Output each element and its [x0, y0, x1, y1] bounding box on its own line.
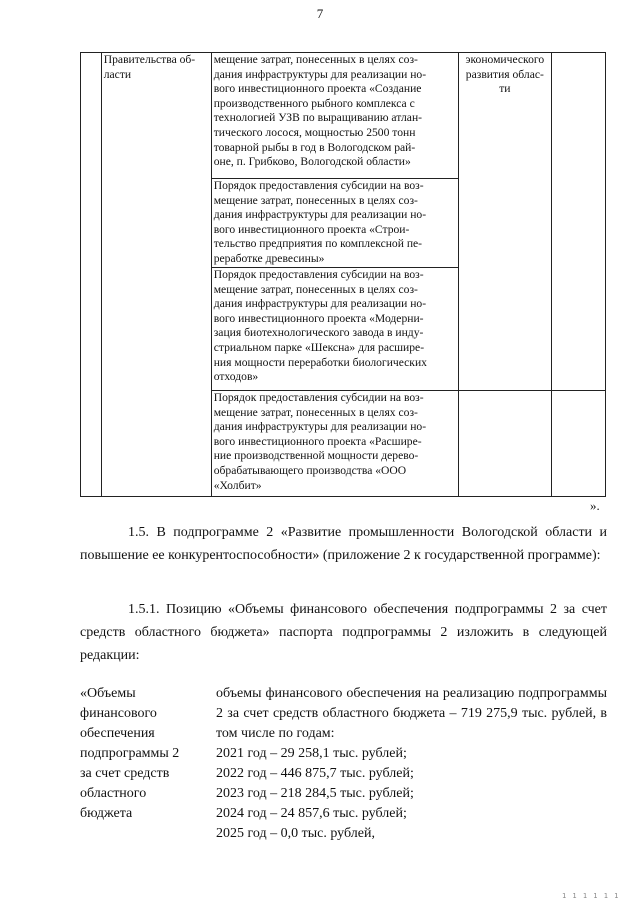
paragraph-1-5-1: 1.5.1. Позицию «Объемы финансового обеспечения подпрограммы 2 за счет средств областного бюджета» паспорта подпрограммы 2 изложить в следующей редакции:	[80, 602, 607, 663]
passport-label: «Объемы финансового обеспечения подпрограммы 2 за счет средств областного бюджета	[80, 686, 180, 821]
passport-value	[216, 684, 607, 844]
paragraph-1-5: 1.5. В подпрограмме 2 «Развитие промышленности Вологодской области и повышение ее конкурентоспособности» (приложение 2 к государственной программе):	[80, 525, 607, 563]
document-cell: мещение затрат, понесенных в целях соз- дания инфраструктуры для реализации но- вого инвестиционного проекта «Создание производственного рыбного комплекса с технологией УЗВ по выращиванию атлан- тического лосося, мощностью 2500 тонн товарной рыбы в год в Вологодском рай- оне, п. Грибково, Вологодской области»	[211, 53, 458, 179]
subsidy-table	[80, 52, 606, 497]
department-cell: экономического развития облас- ти	[458, 53, 551, 391]
empty-cell	[552, 53, 606, 391]
row-number-cell	[81, 53, 102, 497]
table-row	[81, 53, 606, 179]
passport-intro: объемы финансового обеспечения на реализацию подпрограммы 2 за счет средств областного бюджета – 719 275,9 тыс. рублей, в том числе по годам:	[216, 686, 607, 741]
year-line: 2021 год – 29 258,1 тыс. рублей;	[216, 746, 407, 761]
empty-cell	[552, 391, 606, 497]
year-line: 2024 год – 24 857,6 тыс. рублей;	[216, 806, 407, 821]
org-cell: Правительства об- ласти	[101, 53, 211, 497]
document-cell: Порядок предоставления субсидии на воз- мещение затрат, понесенных в целях соз- дания инфраструктуры для реализации но- вого инвестиционного проекта «Модерни- зация биотехнологического завода в инду- стриальном парке «Шексна» для расшире- ния мощности переработки биологических отходов»	[211, 268, 458, 391]
year-line: 2025 год – 0,0 тыс. рублей,	[216, 826, 375, 841]
document-cell: Порядок предоставления субсидии на воз- мещение затрат, понесенных в целях соз- дания инфраструктуры для реализации но- вого инвестиционного проекта «Строи- тельство предприятия по комплексной пе- реработке древесины»	[211, 179, 458, 268]
empty-cell	[458, 391, 551, 497]
page-number: 7	[316, 6, 324, 21]
year-line: 2022 год – 446 875,7 тыс. рублей;	[216, 766, 414, 781]
year-line: 2023 год – 218 284,5 тыс. рублей;	[216, 786, 414, 801]
document-cell: Порядок предоставления субсидии на воз- мещение затрат, понесенных в целях соз- дания инфраструктуры для реализации но- вого инвестиционного проекта «Расшире- ние производственной мощности дерево- обрабатывающего производства «ООО «Холбит»	[211, 391, 458, 497]
closing-quote: ».	[590, 498, 600, 513]
footer-mark: 1 1 1 1 1 1	[562, 892, 620, 900]
